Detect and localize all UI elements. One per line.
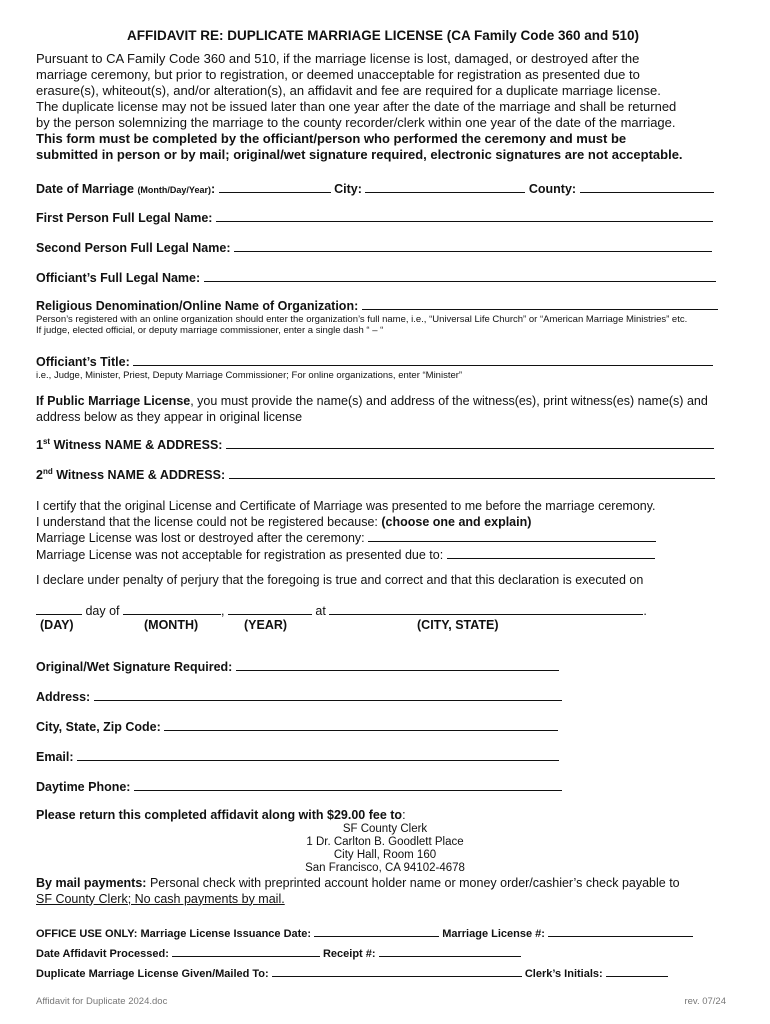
issuance-date-label: OFFICE USE ONLY: Marriage License Issuance Date: [36,928,312,940]
address-line: SF County Clerk [342,823,428,835]
county-field[interactable] [580,181,714,193]
officiant-title-row [36,354,713,369]
first-person-label: First Person Full Legal Name: [36,211,213,225]
religious-field[interactable] [362,298,718,310]
second-person-row [36,240,712,255]
footer-revision: rev. 07/24 [684,996,726,1007]
lost-explain-field[interactable] [368,530,656,542]
religious-note [36,314,687,336]
office-use-row3 [36,965,668,980]
address-field[interactable] [94,689,562,701]
comma-text: , [221,604,228,618]
officiant-name-field[interactable] [204,270,716,282]
return-instructions [36,808,406,822]
clerk-initials-field[interactable] [606,965,668,977]
not-acceptable-explain-field[interactable] [447,547,655,559]
execution-row [36,603,647,618]
first-witness-row [36,437,714,452]
address-line: 1 Dr. Carlton B. Goodlett Place [306,836,464,848]
first-witness-num: 1 [36,438,43,453]
religious-note-line: Person’s registered with an online organization should enter the organization’s full name, i.e., “Universal Life Church” or “American Marriage Ministries” etc. [36,314,688,325]
intro-line: by the person solemnizing the marriage to the county recorder/clerk within one year of the date of the marriage. [36,115,676,130]
day-field[interactable] [36,603,82,615]
second-person-label: Second Person Full Legal Name: [36,241,231,255]
certify-line: I certify that the original License and Certificate of Marriage was presented to me before the marriage ceremony. [36,499,656,513]
second-witness-sup: nd [42,467,53,476]
day-of-text: day of [82,604,123,618]
officiant-name-row [36,270,716,285]
mailing-address [0,823,770,875]
receipt-label: Receipt #: [322,948,376,960]
second-witness-label: Witness NAME & ADDRESS: [56,468,226,483]
first-witness-label: Witness NAME & ADDRESS: [53,438,223,453]
year-field[interactable] [228,603,312,615]
second-witness-num: 2 [36,468,43,483]
email-row [36,749,559,764]
mail-payment-line2: SF County Clerk; No cash payments by mail. [36,891,285,906]
address-line: San Francisco, CA 94102-4678 [305,862,465,874]
religious-row [36,298,718,313]
email-label: Email: [36,750,74,764]
intro-line: The duplicate license may not be issued later than one year after the date of the marriage and shall be returned [36,99,677,114]
first-person-field[interactable] [216,210,713,222]
month-field[interactable] [123,603,221,615]
city-field[interactable] [365,181,525,193]
not-acceptable-option-label: Marriage License was not acceptable for registration as presented due to: [36,547,447,562]
office-use-row1 [36,925,693,940]
document-page [36,28,730,163]
intro-line: marriage ceremony, but prior to registration, or deemed unacceptable for registration as presented due to [36,67,640,82]
clerk-initials-label: Clerk’s Initials: [524,968,603,980]
first-witness-field[interactable] [226,437,714,449]
second-person-field[interactable] [234,240,712,252]
signature-label: Original/Wet Signature Required: [36,660,233,674]
certify-block [36,499,656,563]
first-witness-sup: st [42,437,51,446]
mail-payment-bold: By mail payments: [36,876,147,890]
date-of-marriage-label: Date of Marriage [36,182,134,196]
return-text: Please return this completed affidavit along with $29.00 fee to [36,808,403,822]
city-state-zip-field[interactable] [164,719,558,731]
receipt-field[interactable] [379,945,521,957]
license-number-label: Marriage License #: [442,928,545,940]
email-field[interactable] [77,749,559,761]
phone-field[interactable] [134,779,562,791]
officiant-name-label: Officiant’s Full Legal Name: [36,271,201,285]
mail-payment-note [36,876,680,907]
lost-option-label: Marriage License was lost or destroyed after the ceremony: [36,531,369,545]
witness-intro-bold: If Public Marriage License [36,394,191,408]
date-format-hint: (Month/Day/Year) [137,185,211,195]
date-processed-field[interactable] [172,945,320,957]
date-processed-label: Date Affidavit Processed: [36,948,169,960]
city-label: City: [334,182,362,196]
month-caption: (MONTH) [144,618,199,632]
title-note: i.e., Judge, Minister, Priest, Deputy Marriage Commissioner; For online organizations, enter “Minister” [36,370,463,381]
declare-text: I declare under penalty of perjury that the foregoing is true and correct and that this declaration is executed on [36,573,644,587]
second-witness-row [36,467,715,482]
footer-filename: Affidavit for Duplicate 2024.doc [36,996,168,1007]
date-of-marriage-field[interactable] [219,181,331,193]
certify-choose: (choose one and explain) [381,514,532,529]
intro-line: Pursuant to CA Family Code 360 and 510, if the marriage license is lost, damaged, or destroyed after the [36,51,640,66]
signature-row [36,659,559,674]
form-title: AFFIDAVIT RE: DUPLICATE MARRIAGE LICENSE (CA Family Code 360 and 510) [126,28,640,43]
city-state-caption: (CITY, STATE) [417,618,499,632]
phone-label: Daytime Phone: [36,780,131,794]
given-mailed-label: Duplicate Marriage License Given/Mailed To: [36,968,269,980]
address-line: City Hall, Room 160 [333,849,437,861]
witness-intro-line2: address below as they appear in original license [36,410,303,424]
address-label: Address: [36,690,91,704]
period-text: . [643,604,647,618]
second-witness-field[interactable] [229,467,715,479]
first-person-row [36,210,713,225]
office-use-row2 [36,945,521,960]
intro-line: erasure(s), whiteout(s), and/or alteration(s), an affidavit and fee are required for a duplicate marriage license. [36,83,661,98]
at-text: at [311,604,330,618]
license-number-field[interactable] [548,925,693,937]
issuance-date-field[interactable] [314,925,439,937]
witness-intro-text: , you must provide the name(s) and address of the witness(es), print witness(es) name(s) and [190,394,708,408]
intro-bold-line: submitted in person or by mail; original/wet signature required, electronic signatures are not acceptable. [36,147,683,162]
year-caption: (YEAR) [244,618,288,632]
date-of-marriage-row: Date of Marriage (Month/Day/Year): City: County: [36,181,714,196]
officiant-title-field[interactable] [133,354,713,366]
mail-payment-text: Personal check with preprinted account holder name or money order/cashier’s check payable to [146,876,680,890]
intro-bold-line: This form must be completed by the officiant/person who performed the ceremony and must be [36,131,627,146]
county-label: County: [528,182,577,196]
city-state-zip-label: City, State, Zip Code: [36,720,161,734]
city-state-zip-row [36,719,558,734]
witness-intro [36,393,708,425]
certify-line: I understand that the license could not be registered because: [36,514,382,529]
intro-paragraph [36,51,730,163]
religious-label: Religious Denomination/Online Name of Organization: [36,299,359,313]
phone-row [36,779,562,794]
day-caption: (DAY) [40,618,74,632]
address-row [36,689,562,704]
signature-field[interactable] [236,659,559,671]
given-mailed-field[interactable] [272,965,522,977]
religious-note-line: If judge, elected official, or deputy marriage commissioner, enter a single dash “ – “ [36,325,384,336]
city-state-field[interactable] [329,603,643,615]
officiant-title-label: Officiant’s Title: [36,355,130,369]
return-colon: : [402,808,406,822]
